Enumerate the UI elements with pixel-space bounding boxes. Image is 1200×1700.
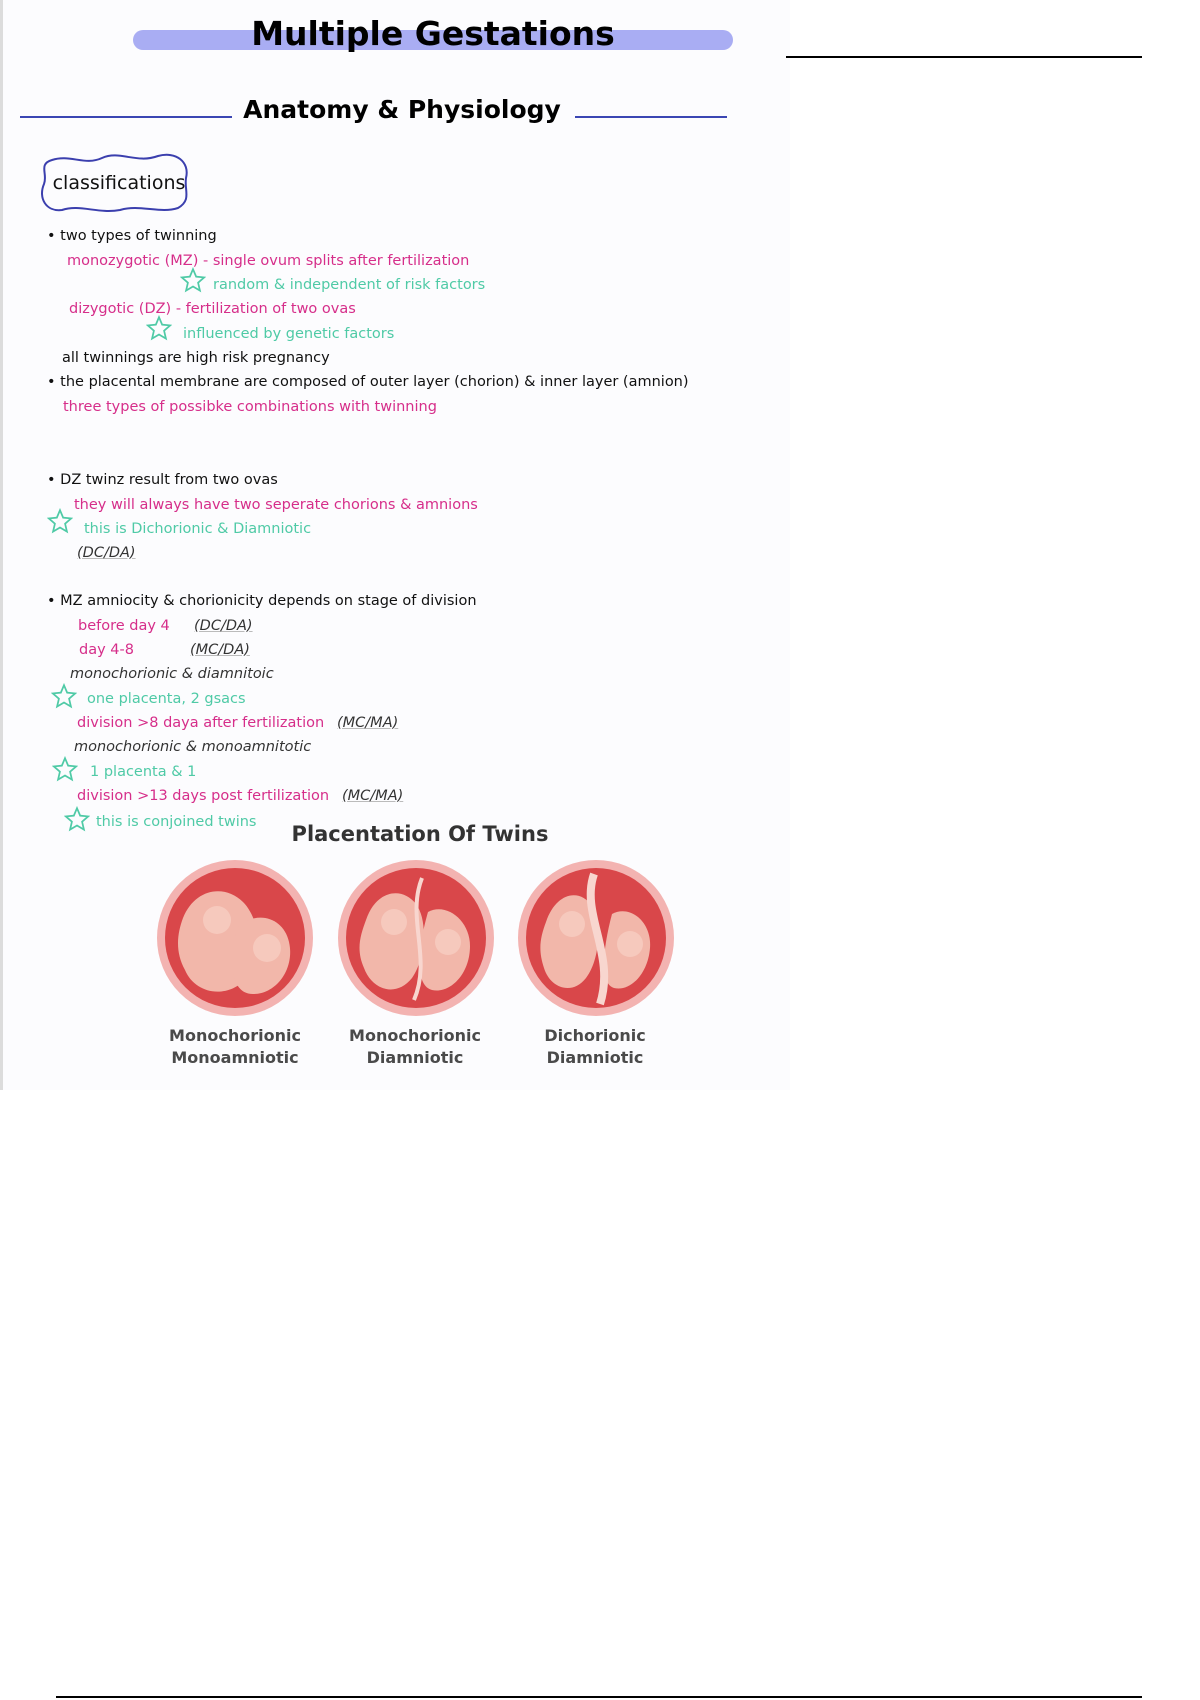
- note-dz-abbr: (DC/DA): [77, 545, 136, 561]
- star-icon: [52, 756, 78, 782]
- figure-label-dcda: [505, 1025, 685, 1069]
- note-div-8-abbr: (MC/MA): [337, 715, 399, 731]
- top-right-rule: [786, 56, 1142, 58]
- note-dz-always: they will always have two seperate chorions & amnions: [74, 497, 478, 513]
- star-icon: [146, 315, 172, 341]
- note-dz-genetic: influenced by genetic factors: [183, 326, 395, 342]
- section-rule-left: [20, 116, 232, 118]
- note-before-day4: before day 4: [78, 618, 170, 634]
- figure-label-mcda: [325, 1025, 505, 1069]
- note-three-types: three types of possibke combinations with twinning: [63, 399, 437, 415]
- note-div-8: division >8 daya after fertilization: [77, 715, 325, 731]
- star-icon: [180, 267, 206, 293]
- placenta-dcda-illustration: [516, 858, 676, 1018]
- note-div-13-abbr: (MC/MA): [342, 788, 404, 804]
- note-dizygotic: dizygotic (DZ) - fertilization of two ovas: [69, 301, 356, 317]
- note-one-placenta: one placenta, 2 gsacs: [87, 691, 246, 707]
- bullet-dz-twins: • DZ twinz result from two ovas: [47, 472, 278, 488]
- page-title: Multiple Gestations: [251, 14, 615, 53]
- bullet-two-types: • two types of twinning: [47, 228, 217, 244]
- note-dz-dcda: this is Dichorionic & Diamniotic: [84, 521, 312, 537]
- note-mono-mono: monochorionic & monoamnitotic: [74, 739, 312, 755]
- figure-label-line: Monochorionic: [349, 1026, 481, 1045]
- placenta-mcma-illustration: [155, 858, 315, 1018]
- figure-label-line: Monochorionic: [169, 1026, 301, 1045]
- bottom-rule: [56, 1696, 1142, 1698]
- section-title: Anatomy & Physiology: [243, 95, 561, 124]
- note-monozygotic: monozygotic (MZ) - single ovum splits after fertilization: [67, 253, 470, 269]
- figure-label-line: Diamniotic: [546, 1048, 644, 1067]
- figure-label-line: Dichorionic: [544, 1026, 646, 1045]
- note-before-day4-abbr: (DC/DA): [194, 618, 253, 634]
- bullet-mz-division: • MZ amniocity & chorionicity depends on stage of division: [47, 593, 477, 609]
- figure-title: Placentation Of Twins: [291, 822, 549, 846]
- star-icon: [47, 508, 73, 534]
- note-1-placenta: 1 placenta & 1: [90, 764, 197, 780]
- figure-label-mcma: [145, 1025, 325, 1069]
- figure-label-line: Diamniotic: [366, 1048, 464, 1067]
- bubble-label: classifications: [52, 172, 186, 194]
- bullet-placental-membrane: • the placental membrane are composed of outer layer (chorion) & inner layer (amnion): [47, 374, 689, 390]
- star-icon: [64, 806, 90, 832]
- note-mono-di: monochorionic & diamnitoic: [70, 666, 274, 682]
- note-high-risk: all twinnings are high risk pregnancy: [62, 350, 330, 366]
- note-conjoined: this is conjoined twins: [96, 814, 257, 830]
- figure-label-line: Monoamniotic: [171, 1048, 299, 1067]
- placenta-mcda-illustration: [336, 858, 496, 1018]
- page-edge: [0, 0, 3, 1090]
- note-day4-8: day 4-8: [79, 642, 134, 658]
- note-mz-risk: random & independent of risk factors: [213, 277, 486, 293]
- note-div-13: division >13 days post fertilization: [77, 788, 330, 804]
- section-rule-right: [575, 116, 727, 118]
- note-day4-8-abbr: (MC/DA): [190, 642, 250, 658]
- star-icon: [51, 683, 77, 709]
